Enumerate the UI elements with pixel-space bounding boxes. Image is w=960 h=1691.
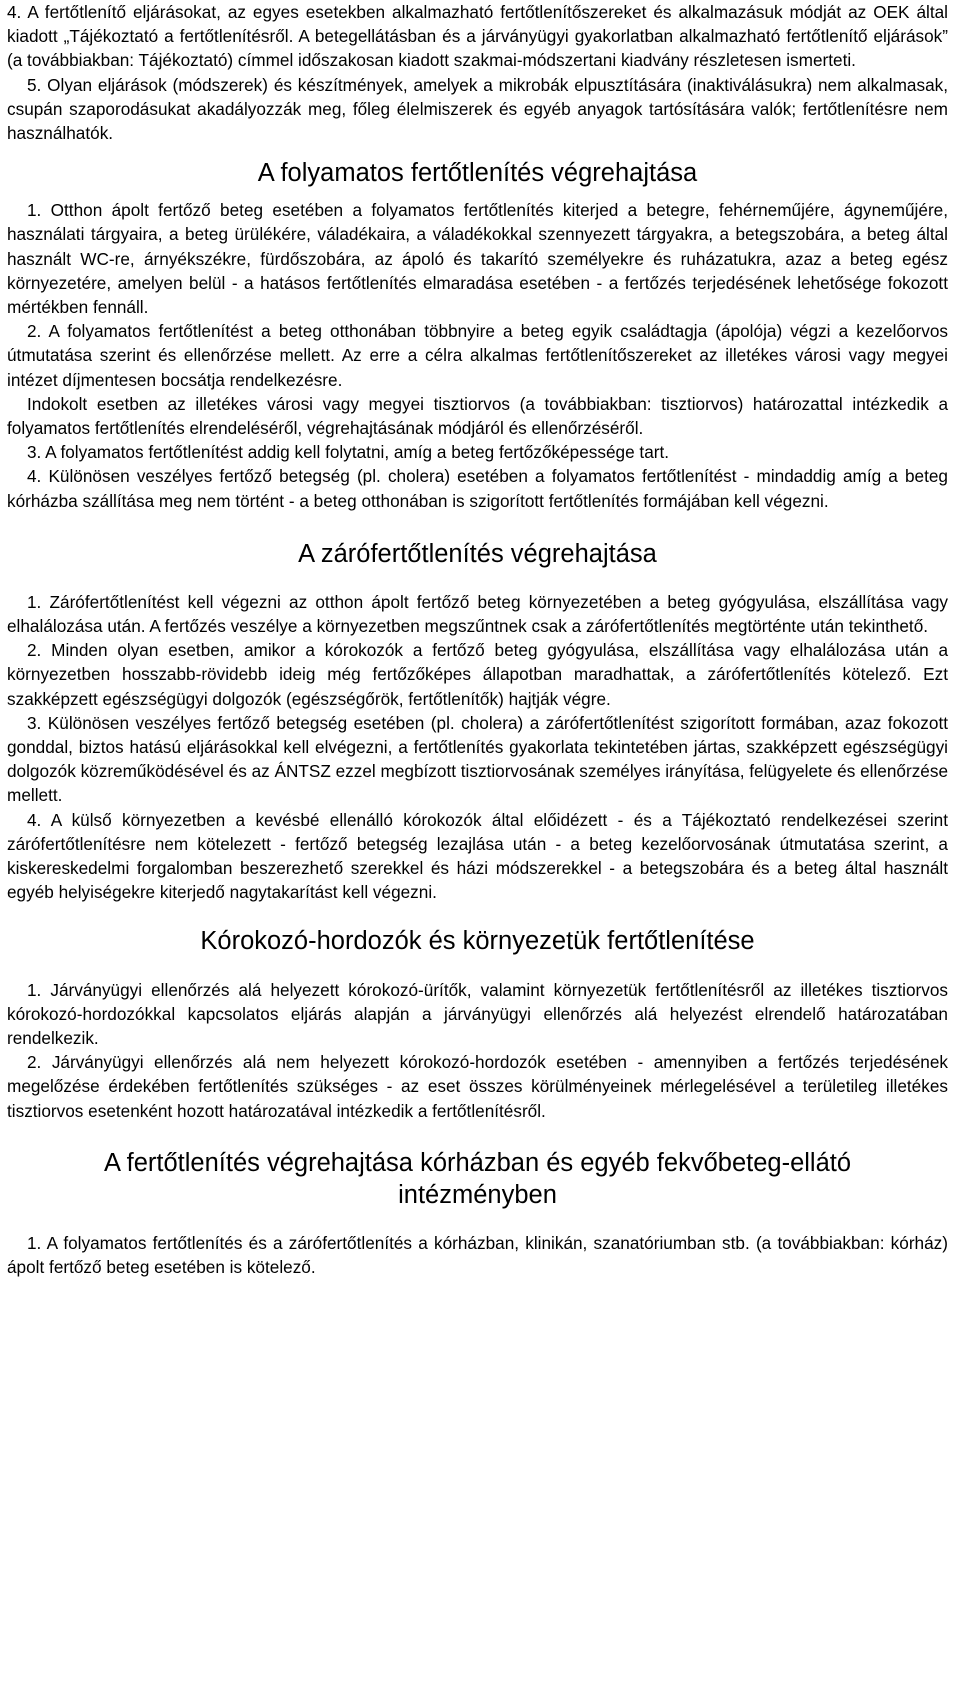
section-heading: A zárófertőtlenítés végrehajtása [298, 539, 657, 568]
paragraph: 3. Különösen veszélyes fertőző betegség esetében (pl. cholera) a zárófertőtlenítést szigorított formában, azaz fokozott gonddal, biztos hatású eljárásokkal kell elvégezni, a fertőtlenítés gyakorlata tekintetében jártas, szakképzett egészségügyi dolgozók közreműködésével és az ÁNTSZ ezzel megbízott tisztiorvosának személyes irányítása, felügyelete és ellenőrzése mellett. [7, 712, 948, 806]
section-heading: A folyamatos fertőtlenítés végrehajtása [257, 159, 698, 188]
paragraph-item-5: 5. Olyan eljárások (módszerek) és készítmények, amelyek a mikrobák elpusztítására (inaktiválásukra) nem alkalmasak, csupán szaporodásukat akadályozzák meg, főleg élelmiszerek és egyéb anyagok tartósítására valók; fertőtlenítésre nem használhatók. [7, 74, 948, 144]
section-hospital-disinfection [7, 1147, 948, 1279]
paragraph-item-4: 4. A fertőtlenítő eljárásokat, az egyes esetekben alkalmazható fertőtlenítőszereket és alkalmazásuk módját az OEK által kiadott „Tájékoztató a fertőtlenítésről. A betegellátásban és a járványügyi gyakorlatban alkalmazható fertőtlenítő eljárások” (a továbbiakban: Tájékoztató) címmel időszakosan kiadott szakmai-módszertani kiadvány részletesen ismerteti. [7, 2, 948, 71]
paragraph: 1. Zárófertőtlenítést kell végezni az otthon ápolt fertőző beteg környezetében a beteg gyógyulása, elszállítása vagy elhalálozása után. A fertőzés veszélye a környezetben megszűntnek csak a zárófertőtlenítés megtörténte után tekinthető. [7, 591, 948, 637]
paragraph: 2. Minden olyan esetben, amikor a kórokozók a fertőző beteg gyógyulása, elszállítása vagy elhalálozása után a környezetben hosszabb-rövidebb ideig még fertőzőképes állapotban maradhattak, a zárófertőtlenítés kötelező. Ezt szakképzett egészségügyi dolgozók (egészségőrök, fertőtlenítők) hajtják végre. [7, 640, 948, 709]
paragraph: 2. A folyamatos fertőtlenítést a beteg otthonában többnyire a beteg egyik családtagja (ápolója) végzi a kezelőorvos útmutatása szerint és ellenőrzése mellett. Az erre a célra alkalmas fertőtlenítőszereket az illetékes városi vagy megyei intézet díjmentesen bocsátja rendelkezésre. [7, 321, 948, 390]
paragraph: 1. A folyamatos fertőtlenítés és a zárófertőtlenítés a kórházban, klinikán, szanatóriumban stb. (a továbbiakban: kórház) ápolt fertőző beteg esetében is kötelező. [7, 1232, 948, 1277]
section-heading: Kórokozó-hordozók és környezetük fertőtlenítése [200, 926, 755, 955]
paragraph: 4. Különösen veszélyes fertőző betegség (pl. cholera) esetében a folyamatos fertőtlenítést - mindaddig amíg a beteg kórházba szállítása meg nem történt - a beteg otthonában is szigorított fertőtlenítés formájában kell végezni. [7, 466, 948, 511]
paragraph: Indokolt esetben az illetékes városi vagy megyei tisztiorvos (a továbbiakban: tisztiorvos) határozattal intézkedik a folyamatos fertőtlenítés elrendeléséről, végrehajtásának módjáról és ellenőrzéséről. [7, 393, 948, 439]
paragraph: 1. Otthon ápolt fertőző beteg esetében a folyamatos fertőtlenítés kiterjed a betegre, fehérneműjére, ágyneműjére, használati tárgyaira, a beteg ürülékére, váladékaira, a váladékokkal szennyezett tárgyakra, a betegszobára, a beteg által használt WC-re, árnyékszékre, fürdőszobára, az ápoló és takarító személyekre és ruházatukra, azaz a beteg egész környezetére, amelyen belül - a hatásos fertőtlenítés elmaradása esetében - a fertőzés terjedésének lehetősége fokozott mértékben fennáll. [7, 200, 948, 318]
section-carriers-disinfection [7, 925, 948, 1123]
paragraph: 3. A folyamatos fertőtlenítést addig kell folytatni, amíg a beteg fertőzőképessége tart. [27, 442, 670, 463]
section-heading: A fertőtlenítés végrehajtása kórházban és egyéb fekvőbeteg-ellátó intézményben [103, 1148, 852, 1209]
paragraph: 4. A külső környezetben a kevésbé ellenálló kórokozók által előidézett - és a Tájékoztató rendelkezései szerint zárófertőtlenítésre nem kötelezett - fertőző betegség lezajlása után - a beteg kezelőorvosának útmutatása szerint, a kiskereskedelmi forgalomban beszerezhető szerekkel és házi módszerekkel - a betegszobára és a beteg által használt egyéb helyiségekre kiterjedő nagytakarítást kell végezni. [7, 809, 948, 903]
intro-block [7, 0, 948, 145]
paragraph: 1. Járványügyi ellenőrzés alá helyezett kórokozó-ürítők, valamint környezetük fertőtlenítésről az illetékes tisztiorvos kórokozó-hordozókkal kapcsolatos eljárás alapján a járványügyi ellenőrzés alá helyezést elrendelő határozatában rendelkezik. [7, 979, 948, 1048]
paragraph: 2. Járványügyi ellenőrzés alá nem helyezett kórokozó-hordozók esetében - amennyiben a fertőzés terjedésének megelőzése érdekében fertőtlenítés szükséges - az eset összes körülményeinek mérlegelésével a területileg illetékes tisztiorvos esetenként hozott határozatával intézkedik a fertőtlenítésről. [7, 1052, 948, 1121]
section-final-disinfection [7, 538, 948, 905]
section-continuous-disinfection [7, 157, 948, 513]
